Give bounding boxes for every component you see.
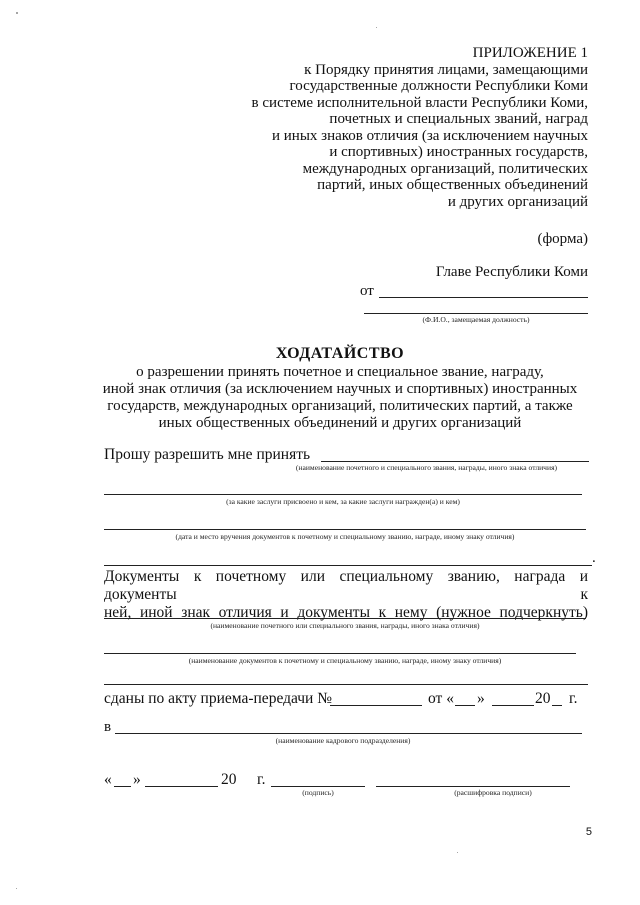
signature-year: 20 [221,771,237,788]
signature-decode-line[interactable] [376,786,570,787]
signature-line[interactable] [271,786,365,787]
appendix-title: ПРИЛОЖЕНИЕ 1 [472,45,588,61]
appendix-line: в системе исполнительной власти Республики Коми, [251,94,588,111]
page-number: 5 [585,826,592,838]
addressee-position-line[interactable] [364,313,588,314]
signature-caption: (подпись) [302,788,334,797]
request-label: Прошу разрешить мне принять [104,446,311,463]
signature-month-line[interactable] [145,786,218,787]
appendix-line: и иных знаков отличия (за исключением научных [272,127,588,144]
documents-line: ней, иной знак отличия и документы к нему (нужное подчеркнуть) [104,604,588,621]
request-extra-line[interactable] [104,565,592,566]
appendix-line: партий, иных общественных объединений [317,177,588,193]
signature-decode-caption: (расшифровка подписи) [454,788,532,797]
signature-close-quote: » [133,771,141,788]
hr-department-line[interactable] [115,733,582,734]
addressee-caption: (Ф.И.О., замещаемая должность) [422,315,530,324]
handover-year-suffix: г. [569,690,578,707]
handover-number-line[interactable] [330,705,422,706]
scan-speck [457,852,458,853]
request-end-dot: . [592,550,596,566]
handover-label: сданы по акту приема-передачи № [104,690,333,707]
addressee-name-line[interactable] [379,297,588,298]
delivery-line[interactable] [104,529,586,530]
documents-award-caption: (наименование почетного или специального звания, награды, иного знака отличия) [210,621,480,630]
appendix-line: к Порядку принятия лицами, замещающими [304,61,588,78]
merits-caption: (за какие заслуги присвоено и кем, за какие заслуги награжден(а) и кем) [226,497,460,506]
appendix-line: и других организаций [447,193,588,210]
handover-year: 20 [535,690,551,707]
documents-extra-line[interactable] [104,684,588,685]
addressee-to: Главе Республики Коми [435,264,588,280]
documents-paragraph [104,568,588,622]
handover-from-label: от « [428,690,454,707]
documents-line: Документы к почетному или специальному званию, награда и документы к [104,568,588,603]
documents-list-line[interactable] [104,653,576,654]
handover-in-label: в [104,719,112,735]
request-award-line[interactable] [321,461,589,462]
petition-title: ХОДАТАЙСТВО [275,345,405,362]
appendix-line: почетных и специальных званий, наград [329,111,588,127]
addressee-from-label: от [360,283,374,299]
documents-award-line[interactable] [104,618,586,619]
hr-department-caption: (наименование кадрового подразделения) [275,736,411,745]
handover-day-line[interactable] [455,705,475,706]
scan-speck [16,12,18,14]
form-label: (форма) [537,231,588,247]
appendix-header [252,45,588,210]
handover-year-line[interactable] [552,705,562,706]
delivery-caption: (дата и место вручения документов к почетному и специальному званию, награде, иному знаку отличия) [175,532,515,541]
signature-day-line[interactable] [114,786,131,787]
signature-open-quote: « [104,771,112,788]
scan-speck [376,27,377,28]
merits-line[interactable] [104,494,582,495]
subtitle-line: о разрешении принять почетное и специальное звание, награду, [136,364,544,380]
appendix-line: международных организаций, политических [302,160,588,177]
appendix-line: государственные должности Республики Коми [289,78,588,94]
appendix-line: и спортивных) иностранных государств, [329,144,588,160]
handover-month-line[interactable] [492,705,534,706]
subtitle-line: иных общественных объединений и других организаций [158,415,522,431]
documents-list-caption: (наименование документов к почетному и специальному званию, награде, иному знаку отличия) [188,656,502,665]
scan-speck [16,888,17,889]
subtitle-line: государств, международных организаций, политических партий, а также [107,398,573,414]
request-award-caption: (наименование почетного и специального звания, награды, иного знака отличия) [295,463,558,472]
petition-title-block [80,345,600,432]
signature-year-suffix: г. [257,771,266,788]
subtitle-line: иной знак отличия (за исключением научных и спортивных) иностранных [102,381,578,397]
handover-close-quote: » [477,690,485,707]
